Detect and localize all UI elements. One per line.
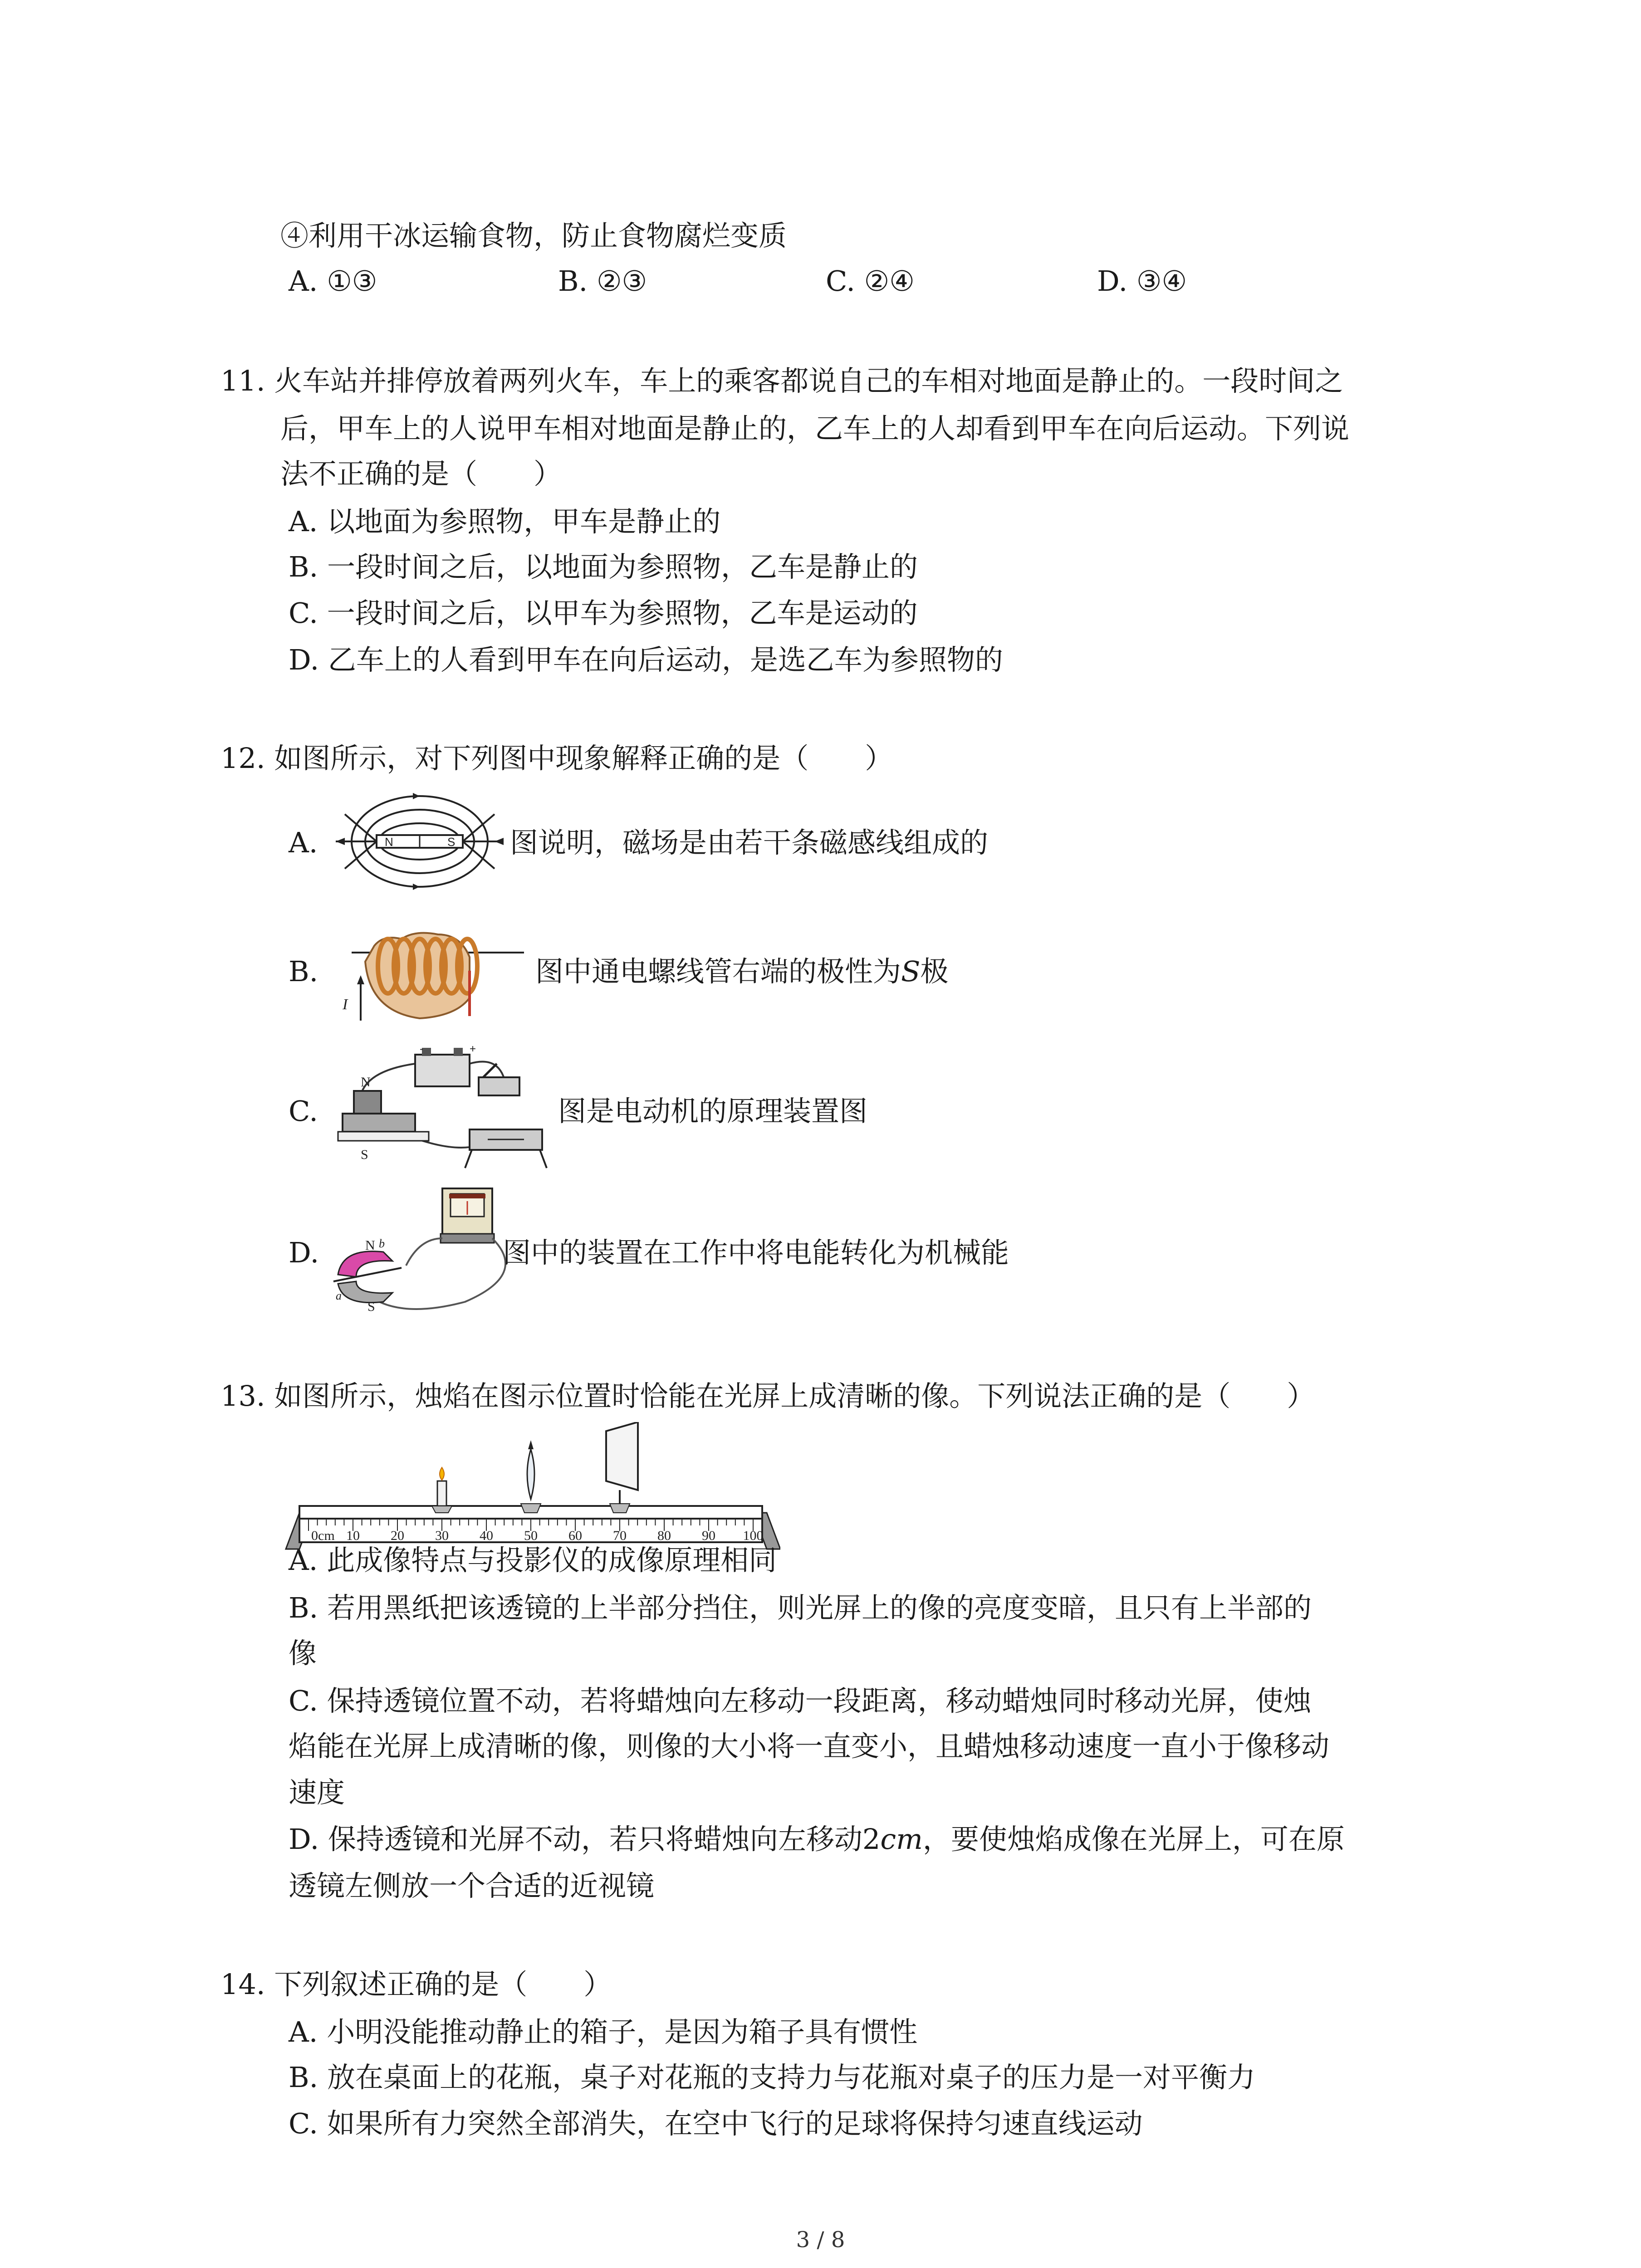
q11-stem-line-1: 11. 火车站并排停放着两列火车，车上的乘客都说自己的车相对地面是静止的。一段时间之 <box>220 364 1343 397</box>
q13-option-c-line-2: 焰能在光屏上成清晰的像，则像的大小将一直变小，且蜡烛移动速度一直小于像移动 <box>289 1730 1330 1763</box>
optical-bench-figure <box>281 1422 780 1558</box>
q12-option-d-label: D. <box>289 1236 319 1269</box>
q13-option-d-text-end: ，要使烛焰成像在光屏上，可在原 <box>922 1823 1345 1856</box>
q11-stem-line-2: 后，甲车上的人说甲车相对地面是静止的，乙车上的人却看到甲车在向后运动。下列说 <box>280 412 1350 445</box>
q12-fig-c-n-label: N <box>361 1075 371 1090</box>
q13-option-d-line-2: 透镜左侧放一个合适的近视镜 <box>289 1869 655 1902</box>
q12-option-c-text: 图是电动机的原理装置图 <box>558 1095 868 1128</box>
ruler-tick-label: 70 <box>613 1528 627 1543</box>
q12-stem: 12. 如图所示，对下列图中现象解释正确的是（ ） <box>220 742 893 775</box>
ruler-tick-label: 30 <box>435 1528 449 1543</box>
q12-fig-c-minus-label: - <box>420 1046 423 1055</box>
q13-option-c-line-1: C. 保持透镜位置不动，若将蜡烛向左移动一段距离，移动蜡烛同时移动光屏，使烛 <box>289 1684 1312 1717</box>
generator-galvanometer-figure <box>329 1184 510 1320</box>
ruler-tick-label: 100 <box>743 1528 764 1543</box>
q11-stem-line-3: 法不正确的是（ ） <box>280 457 562 490</box>
q10-option-b: B. ②③ <box>558 264 647 298</box>
ruler-tick-label: 80 <box>657 1528 671 1543</box>
page-number: 3 / 8 <box>796 2227 845 2253</box>
q12-fig-d-a-label: a <box>336 1289 342 1302</box>
q11-option-c: C. 一段时间之后，以甲车为参照物，乙车是运动的 <box>289 596 918 630</box>
q12-fig-d-b-label: b <box>379 1237 385 1250</box>
q12-option-a-text: 图说明，磁场是由若干条磁感线组成的 <box>510 826 989 859</box>
q12-option-b-text-main: 图中通电螺线管右端的极性为 <box>535 955 901 988</box>
q13-option-b-line-2: 像 <box>289 1637 317 1670</box>
q12-fig-a-s-label: S <box>447 835 456 849</box>
q12-fig-c-plus-label: + <box>470 1046 476 1055</box>
ruler-tick-label: 60 <box>568 1528 582 1543</box>
q12-option-c-label: C. <box>289 1095 318 1128</box>
candle <box>432 1467 452 1513</box>
q10-item-4: ④利用干冰运输食物，防止食物腐烂变质 <box>280 219 787 252</box>
q14-option-c: C. 如果所有力突然全部消失，在空中飞行的足球将保持匀速直线运动 <box>289 2107 1143 2140</box>
q14-option-a: A. 小明没能推动静止的箱子，是因为箱子具有惯性 <box>289 2015 918 2048</box>
convex-lens <box>521 1440 541 1513</box>
bar-magnet-field-figure <box>331 787 508 900</box>
q13-option-b-line-1: B. 若用黑纸把该透镜的上半部分挡住，则光屏上的像的亮度变暗，且只有上半部的 <box>289 1591 1312 1624</box>
q12-option-a-label: A. <box>289 826 318 859</box>
ruler-tick-label: 10 <box>346 1528 360 1543</box>
q12-fig-a-n-label: N <box>385 835 393 849</box>
q10-option-c: C. ②④ <box>826 264 915 298</box>
ruler-tick-label: 0cm <box>311 1528 335 1543</box>
q12-option-d-text: 图中的装置在工作中将电能转化为机械能 <box>503 1236 1009 1269</box>
q13-option-d-text-main: D. 保持透镜和光屏不动，若只将蜡烛向左移动2 <box>289 1823 881 1856</box>
q11-option-b: B. 一段时间之后，以地面为参照物，乙车是静止的 <box>289 550 918 583</box>
q12-fig-b-current-label: I <box>343 996 348 1013</box>
q12-fig-d-s-label: S <box>367 1299 375 1314</box>
q12-option-b-text-end: 极 <box>920 955 949 988</box>
q13-option-a: A. 此成像特点与投影仪的成像原理相同 <box>289 1544 777 1577</box>
q11-option-a: A. 以地面为参照物，甲车是静止的 <box>289 505 721 538</box>
ruler-tick-label: 90 <box>702 1528 715 1543</box>
motor-circuit-figure <box>333 1046 556 1182</box>
q12-option-b-label: B. <box>289 955 318 988</box>
ruler-tick-label: 20 <box>391 1528 404 1543</box>
q10-option-d: D. ③④ <box>1097 264 1187 298</box>
solenoid-hand-figure <box>333 921 533 1025</box>
q12-fig-d-n-label: N <box>365 1238 375 1253</box>
q12-option-b-var: S <box>901 955 921 988</box>
q13-stem: 13. 如图所示，烛焰在图示位置时恰能在光屏上成清晰的像。下列说法正确的是（ ） <box>220 1379 1315 1413</box>
q13-option-d-unit: cm <box>880 1823 923 1856</box>
q11-option-d: D. 乙车上的人看到甲车在向后运动，是选乙车为参照物的 <box>289 643 1003 676</box>
q10-options <box>0 263 1641 299</box>
q13-option-d-line-1 <box>289 1821 1345 1857</box>
q12-option-b-text <box>535 953 949 990</box>
ruler-tick-label: 40 <box>480 1528 493 1543</box>
q13-option-c-line-3: 速度 <box>289 1776 345 1809</box>
q14-option-b: B. 放在桌面上的花瓶，桌子对花瓶的支持力与花瓶对桌子的压力是一对平衡力 <box>289 2061 1255 2094</box>
ruler-tick-label: 50 <box>524 1528 538 1543</box>
q12-fig-c-s-label: S <box>361 1147 368 1162</box>
q10-option-a: A. ①③ <box>289 264 377 298</box>
q14-stem: 14. 下列叙述正确的是（ ） <box>220 1968 612 2001</box>
light-screen <box>606 1422 638 1513</box>
